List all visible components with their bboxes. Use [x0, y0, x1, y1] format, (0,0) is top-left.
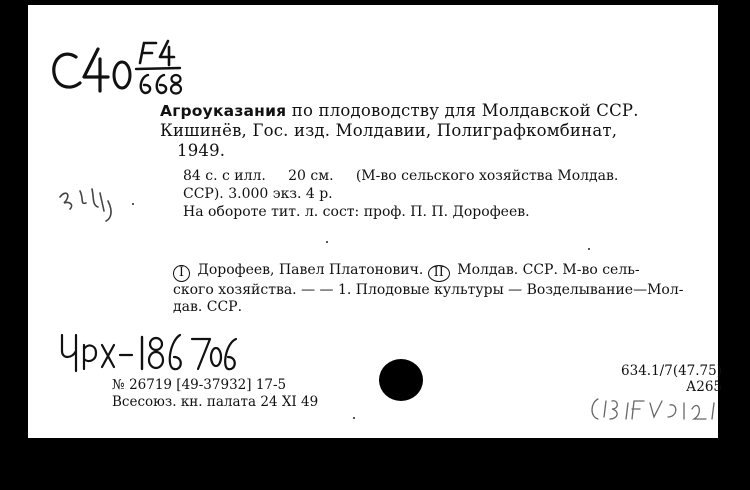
classification-mark — [610, 363, 722, 395]
tracings-block — [173, 262, 733, 316]
pencil-note-bottom — [588, 393, 723, 425]
title-line-3: 1949. — [177, 141, 226, 160]
catalog-card — [28, 5, 722, 438]
scan-speck — [132, 203, 134, 205]
classification-line-2: А265 — [686, 379, 722, 395]
title-block — [160, 101, 740, 161]
title-line-1 — [160, 101, 740, 121]
physical-description — [183, 167, 743, 221]
circled-mark-2: II — [428, 265, 450, 282]
circled-mark-1: I — [173, 265, 190, 282]
tracing-org: Молдав. ССР. М-во сель- — [452, 262, 640, 278]
classification-line-1: 634.1/7(47.75) — [621, 363, 722, 379]
physical-line-3: На обороте тит. л. сост: проф. П. П. Дорофеев. — [183, 204, 530, 220]
shelf-mark-handwritten — [50, 35, 190, 100]
scan-speck — [588, 248, 590, 250]
title-line-1-rest: по плодоводству для Молдавской ССР. — [286, 101, 639, 120]
physical-line-1: 84 с. с илл. 20 см. (М-во сельского хозяйства Молдав. — [183, 168, 619, 184]
tracing-line-2: ского хозяйства. — — 1. Плодовые культуры — Возделывание—Мол- — [173, 282, 684, 298]
title-line-2: Кишинёв, Гос. изд. Молдавии, Полиграфкомбинат, — [160, 121, 618, 140]
footer-line-1: № 26719 [49-37932] 17-5 — [112, 377, 287, 393]
tracing-line-3: дав. ССР. — [173, 299, 243, 315]
tracing-author: Дорофеев, Павел Платонович. — [193, 262, 428, 278]
physical-line-2: ССР). 3.000 экз. 4 р. — [183, 186, 333, 202]
title-bold: Агроуказания — [160, 102, 287, 120]
tracing-line-1 — [173, 262, 733, 282]
scan-speck — [353, 417, 355, 419]
handwritten-inventory-number — [58, 327, 238, 375]
scan-speck — [326, 241, 328, 243]
pencil-scribble-mark — [50, 175, 140, 235]
footer-line-2: Всесоюз. кн. палата 24 XI 49 — [112, 394, 319, 410]
punch-hole — [379, 359, 423, 401]
footer-registration — [112, 377, 318, 411]
